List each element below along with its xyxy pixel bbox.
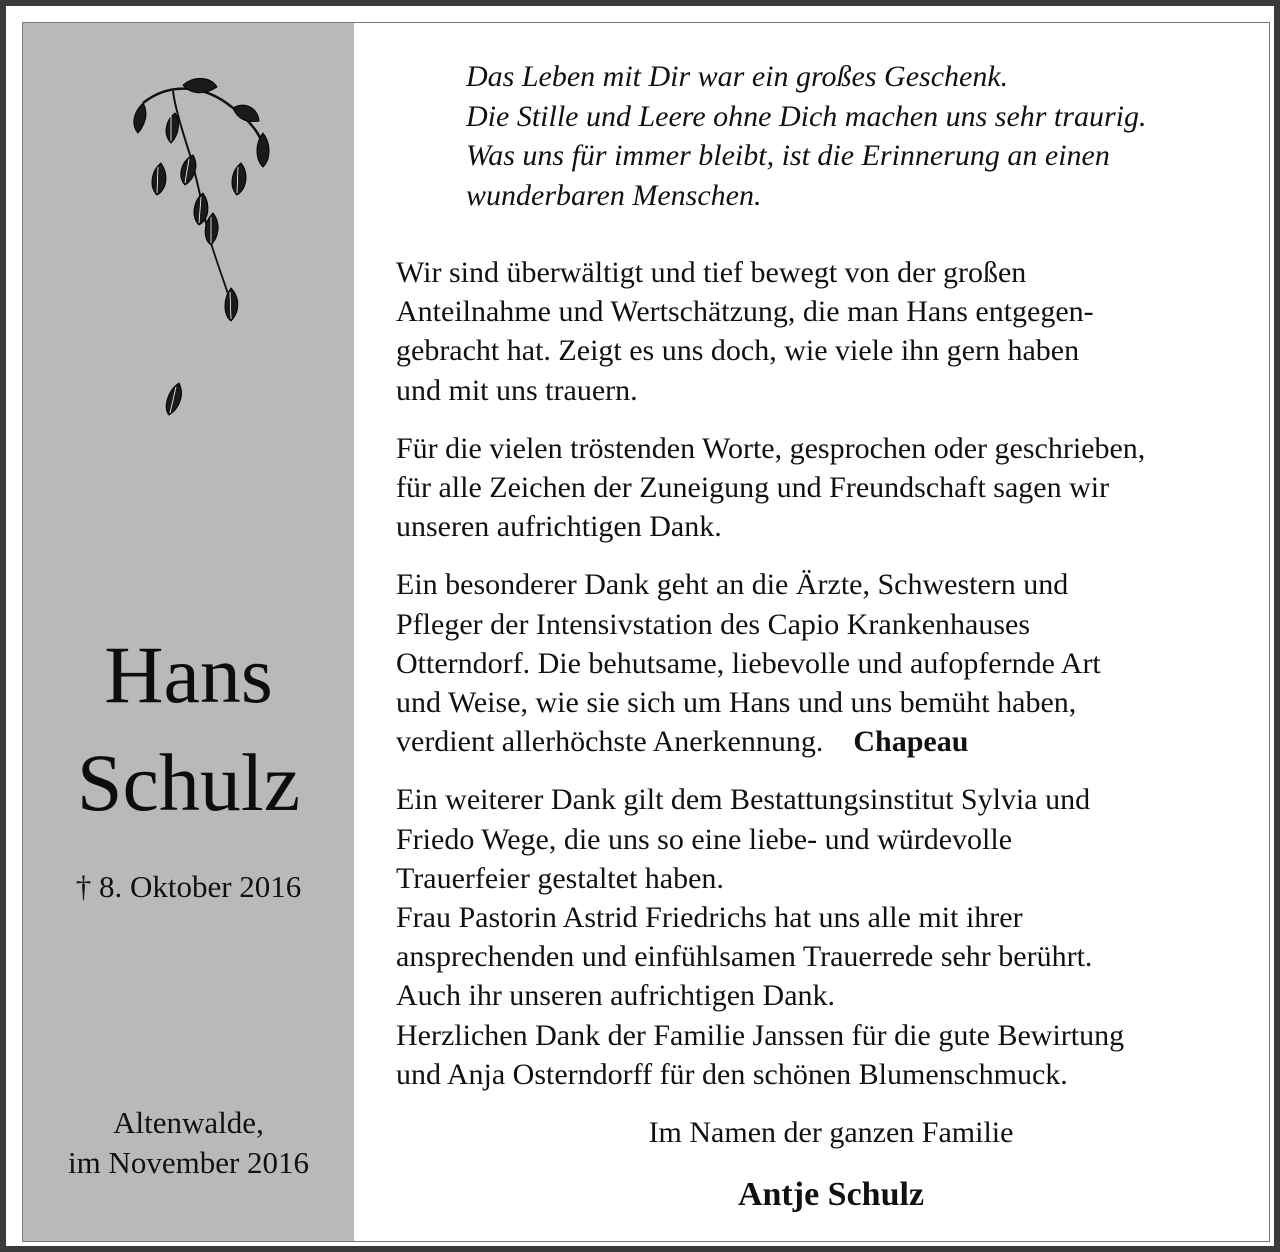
text-line: ansprechenden und einfühlsamen Trauerrede sehr berührt.	[396, 940, 1093, 974]
text-line: gebracht hat. Zeigt es uns doch, wie viele ihn gern haben	[396, 334, 1080, 368]
deceased-last-name: Schulz	[76, 737, 301, 828]
text-line: und Anja Osterndorff für den schönen Blumenschmuck.	[396, 1057, 1068, 1091]
poem-line: wunderbaren Menschen.	[466, 178, 762, 212]
text-line: Ein besonderer Dank geht an die Ärzte, Schwestern und	[396, 568, 1069, 602]
text-line: Friedo Wege, die uns so eine liebe- und würdevolle	[396, 822, 1013, 856]
death-date: † 8. Oktober 2016	[75, 869, 302, 904]
falling-leaves-branch-icon	[113, 63, 273, 443]
emphasis-word: Chapeau	[853, 725, 969, 759]
paragraph	[396, 429, 1266, 547]
text-line: Herzlichen Dank der Familie Janssen für die gute Bewirtung	[396, 1018, 1125, 1052]
deceased-first-name: Hans	[104, 629, 273, 720]
date-line: im November 2016	[67, 1145, 310, 1181]
paragraph	[396, 253, 1266, 410]
text-line: und mit uns trauern.	[396, 373, 638, 407]
text-segment: verdient allerhöchste Anerkennung.	[396, 725, 824, 759]
poem-line: Das Leben mit Dir war ein großes Geschenk.	[466, 60, 1009, 93]
content-panel	[354, 23, 1269, 1241]
text-line: Pfleger der Intensivstation des Capio Krankenhauses	[396, 607, 1030, 641]
signoff-line: Im Namen der ganzen Familie	[648, 1116, 1014, 1149]
text-line: Otterndorf. Die behutsame, liebevolle und aufopfernde Art	[396, 646, 1101, 680]
text-line: Für die vielen tröstenden Worte, gesprochen oder geschrieben,	[396, 431, 1146, 465]
text-line: Ein weiterer Dank gilt dem Bestattungsinstitut Sylvia und	[396, 783, 1091, 817]
notice-frame	[6, 6, 1274, 1246]
text-line: Trauerfeier gestaltet haben.	[396, 861, 724, 895]
poem-line: Die Stille und Leere ohne Dich machen uns sehr traurig.	[466, 99, 1147, 133]
notice-card	[22, 22, 1270, 1242]
text-line: Anteilnahme und Wertschätzung, die man Hans entgegen-	[396, 295, 1094, 329]
poem	[466, 57, 1266, 215]
text-line: Frau Pastorin Astrid Friedrichs hat uns alle mit ihrer	[396, 901, 1023, 935]
paragraph	[396, 565, 1266, 761]
text-line: Auch ihr unseren aufrichtigen Dank.	[396, 979, 836, 1013]
thank-you-text	[396, 253, 1266, 1113]
place-line: Altenwalde,	[113, 1105, 264, 1140]
sidebar-panel	[23, 23, 354, 1241]
poem-line: Was uns für immer bleibt, ist die Erinnerung an einen	[466, 139, 1110, 172]
text-line: unseren aufrichtigen Dank.	[396, 510, 722, 544]
signer-name: Antje Schulz	[737, 1176, 925, 1213]
text-line: und Weise, wie sie sich um Hans und uns bemüht haben,	[396, 686, 1077, 720]
text-line	[396, 722, 1266, 761]
text-line: Wir sind überwältigt und tief bewegt von der großen	[396, 256, 1027, 289]
place-and-date	[23, 1103, 354, 1184]
paragraph	[396, 780, 1266, 1094]
text-line: für alle Zeichen der Zuneigung und Freundschaft sagen wir	[396, 471, 1110, 505]
